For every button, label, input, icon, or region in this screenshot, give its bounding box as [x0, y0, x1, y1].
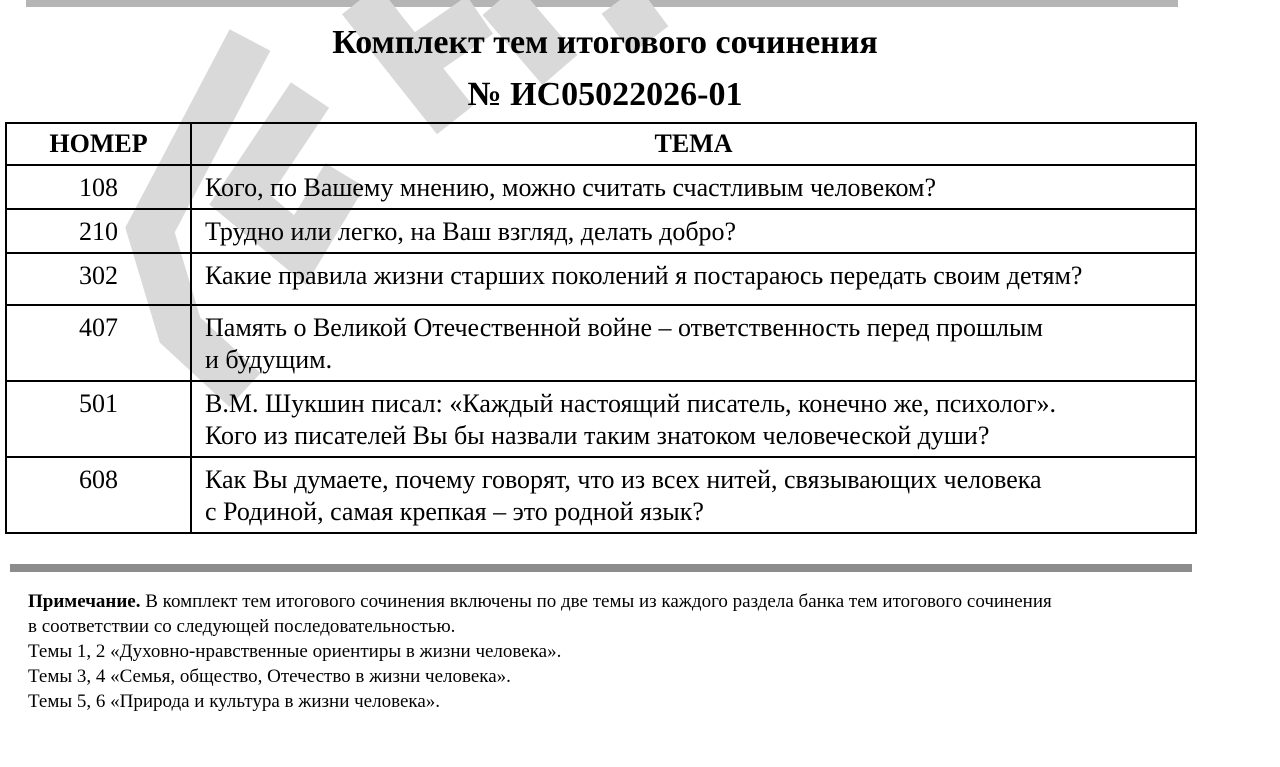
- topic-line: Память о Великой Отечественной войне – ответственность перед прошлым: [205, 313, 1043, 342]
- topic-number: 108: [6, 165, 191, 209]
- topic-line: Трудно или легко, на Ваш взгляд, делать добро?: [205, 217, 737, 246]
- table-header-row: [6, 123, 1196, 165]
- table-row: [6, 305, 1196, 381]
- topic-text: [191, 381, 1196, 457]
- topic-number: 501: [6, 381, 191, 457]
- table-row: [6, 253, 1196, 305]
- header-topic: ТЕМА: [191, 123, 1196, 165]
- topics-table: [5, 122, 1197, 534]
- table-row: [6, 457, 1196, 533]
- document-number: № ИС05022026-01: [467, 76, 743, 113]
- topic-text: [191, 457, 1196, 533]
- topic-text: [191, 305, 1196, 381]
- note-line: в соответствии со следующей последовательностью.: [28, 616, 456, 637]
- table-row: [6, 381, 1196, 457]
- top-divider: [26, 0, 1178, 7]
- topic-number: 608: [6, 457, 191, 533]
- bottom-divider: [10, 564, 1192, 572]
- header-number: НОМЕР: [6, 123, 191, 165]
- note-text: В комплект тем итогового сочинения включены по две темы из каждого раздела банка тем итогового сочинения: [140, 591, 1052, 612]
- table-row: [6, 165, 1196, 209]
- topic-text: [191, 209, 1196, 253]
- note-label: Примечание.: [28, 591, 141, 612]
- note-line: Темы 1, 2 «Духовно-нравственные ориентиры в жизни человека».: [28, 641, 562, 662]
- note-block: [28, 589, 1238, 714]
- note-line: Темы 5, 6 «Природа и культура в жизни человека».: [28, 691, 440, 712]
- table-row: [6, 209, 1196, 253]
- topic-text: [191, 165, 1196, 209]
- topic-line: Как Вы думаете, почему говорят, что из всех нитей, связывающих человека: [205, 465, 1042, 494]
- topic-number: 302: [6, 253, 191, 305]
- topic-line: Какие правила жизни старших поколений я постараюсь передать своим детям?: [205, 261, 1083, 290]
- topic-number: 407: [6, 305, 191, 381]
- note-line: [28, 589, 1238, 614]
- topic-line: с Родиной, самая крепкая – это родной язык?: [205, 497, 704, 526]
- topic-number: 210: [6, 209, 191, 253]
- note-line: Темы 3, 4 «Семья, общество, Отечество в жизни человека».: [28, 666, 511, 687]
- topic-line: Кого, по Вашему мнению, можно считать счастливым человеком?: [205, 173, 937, 202]
- topic-line: и будущим.: [205, 345, 333, 374]
- topic-line: Кого из писателей Вы бы назвали таким знатоком человеческой души?: [205, 421, 990, 450]
- topic-line: В.М. Шукшин писал: «Каждый настоящий писатель, конечно же, психолог».: [205, 389, 1056, 418]
- document-title: Комплект тем итогового сочинения: [332, 24, 878, 61]
- topic-text: [191, 253, 1196, 305]
